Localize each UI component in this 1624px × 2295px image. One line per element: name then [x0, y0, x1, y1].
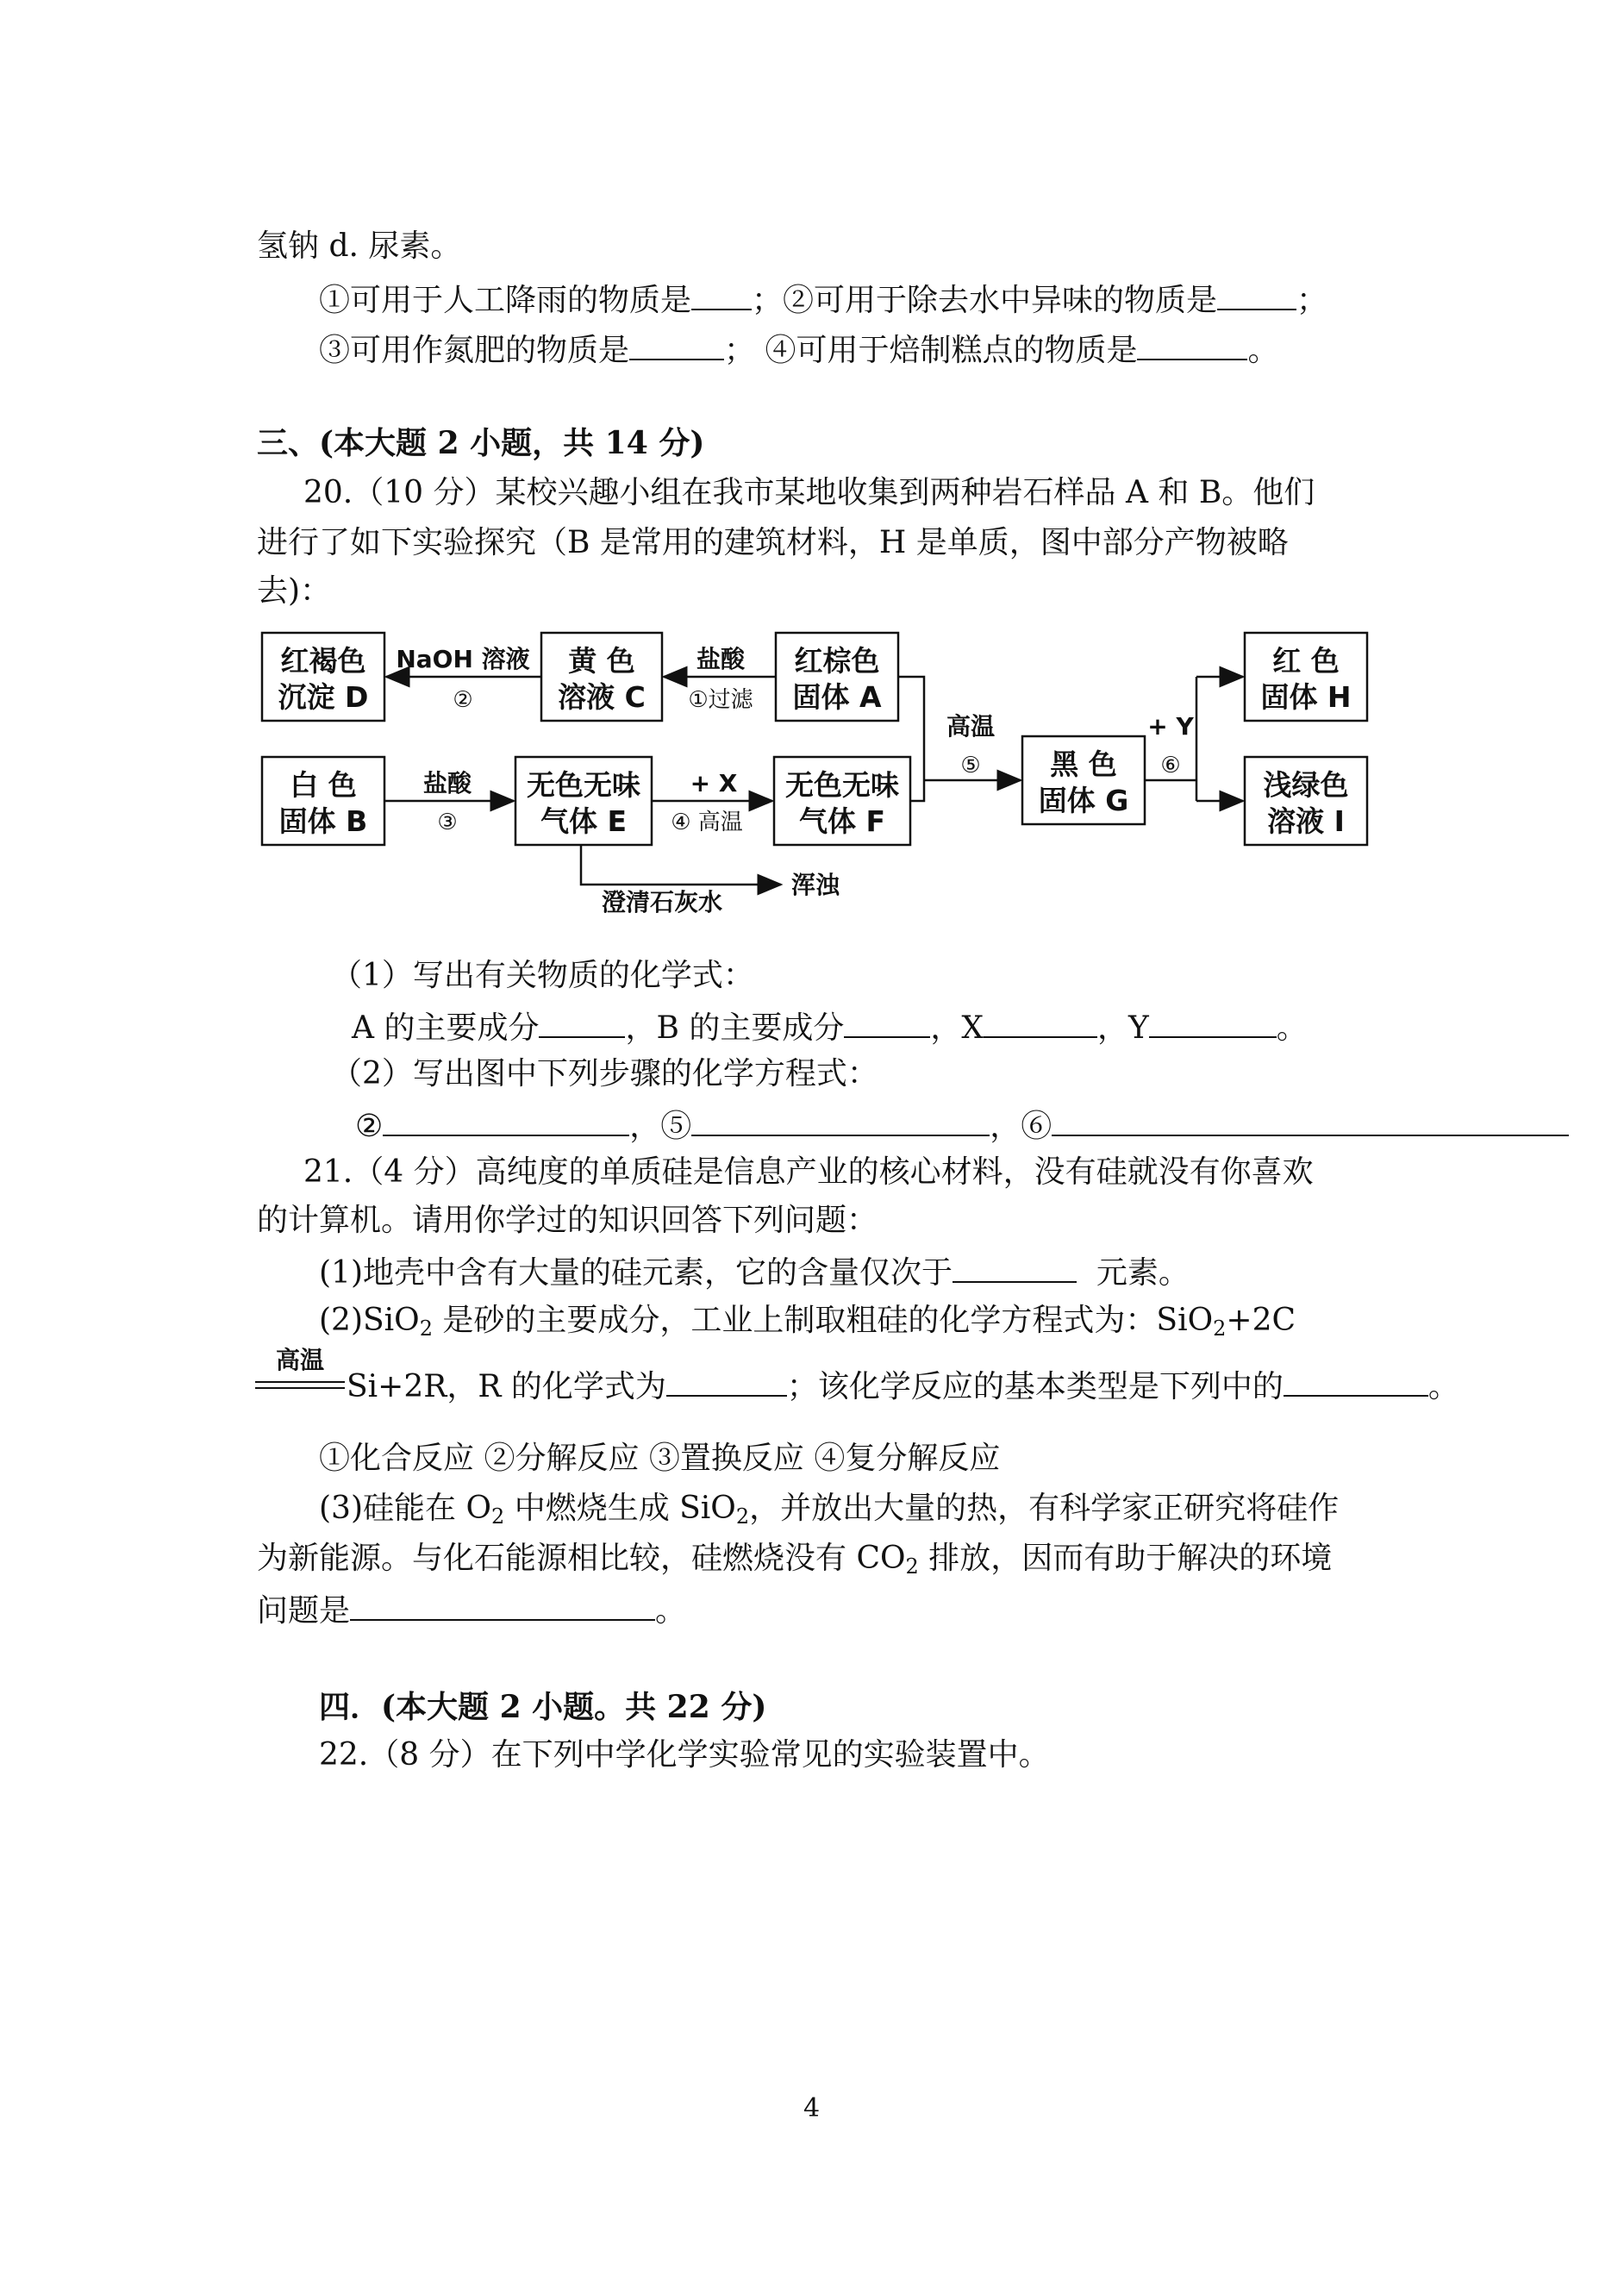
answer-blank[interactable]: [350, 1588, 655, 1621]
box-h-line2: 固体 H: [1260, 680, 1352, 714]
q21-sub-2-cont: Si+2R，R 的化学式为 ；该化学反应的基本类型是下列中的 。: [347, 1364, 1459, 1408]
q19-item-3: ③可用作氮肥的物质是: [319, 333, 630, 368]
q19-item-2: ；②可用于除去水中异味的物质是: [752, 283, 1218, 318]
reaction-condition: 高温: [275, 1346, 324, 1374]
answer-blank[interactable]: [1137, 328, 1247, 360]
box-d-line2: 沉淀 D: [278, 680, 369, 714]
q20-intro-3: 去)：: [257, 573, 332, 609]
q19-line-2: ①可用于人工降雨的物质是 ；②可用于除去水中异味的物质是 ；: [319, 278, 1327, 322]
box-c-line1: 黄 色: [568, 644, 635, 678]
label-step6: ⑥: [1160, 753, 1181, 779]
box-f-line1: 无色无味: [785, 768, 899, 802]
box-i-line2: 溶液 I: [1267, 804, 1345, 838]
label-limewater: 澄清石灰水: [601, 888, 723, 914]
answer-blank[interactable]: [666, 1364, 787, 1397]
answer-blank[interactable]: [539, 1005, 625, 1038]
box-e-line1: 无色无味: [527, 768, 640, 802]
box-h-line1: 红 色: [1272, 644, 1340, 678]
box-b-line2: 固体 B: [278, 804, 368, 838]
label-turbid: 浑浊: [790, 871, 840, 899]
label-step3: ③: [437, 810, 458, 835]
answer-blank[interactable]: [383, 1104, 629, 1136]
box-e-line2: 气体 E: [540, 804, 628, 838]
page-number: 4: [803, 2093, 821, 2123]
answer-blank[interactable]: [691, 1104, 990, 1136]
q20-intro-1: 20.（10 分）某校兴趣小组在我市某地收集到两种岩石样品 A 和 B。他们: [303, 475, 1315, 510]
q19-line-3: ③可用作氮肥的物质是 ； ④可用于焙制糕点的物质是 。: [319, 328, 1278, 372]
label-step1: ①过滤: [688, 687, 753, 713]
q21-sub-3-line-3: 问题是 。: [257, 1588, 686, 1632]
answer-blank[interactable]: [1217, 278, 1296, 310]
q21-sub-3: (3)硅能在 $O_2$ 中燃烧生成 SiO$_2$，并放出大量的热，有科学家正研究将硅作: [319, 1491, 1340, 1529]
q19-options-tail: 氢钠 d. 尿素。: [257, 228, 462, 264]
q19-item-1: ①可用于人工降雨的物质是: [319, 283, 692, 318]
q20-part-2-blanks: ② ，⑤ ，⑥: [355, 1104, 1569, 1148]
box-c-line2: 溶液 C: [558, 680, 646, 714]
q20-part-1: （1）写出有关物质的化学式：: [331, 958, 754, 993]
q19-item-4: ； ④可用于焙制糕点的物质是: [724, 333, 1138, 368]
label-naoh: NaOH 溶液: [396, 645, 530, 673]
label-gaowen: 高温: [946, 712, 996, 741]
box-a-line1: 红棕色: [794, 644, 880, 678]
equals-sign: [255, 1381, 345, 1389]
q21-intro-2: 的计算机。请用你学过的知识回答下列问题：: [257, 1203, 878, 1238]
q20-part-1-blanks: A 的主要成分 ，B 的主要成分 ，X ，Y 。: [352, 1005, 1308, 1049]
answer-blank[interactable]: [1052, 1104, 1569, 1136]
q22-intro: 22.（8 分）在下列中学化学实验常见的实验装置中。: [319, 1737, 1050, 1773]
q21-sub-2: (2)SiO$_2$ 是砂的主要成分，工业上制取粗硅的化学方程式为：SiO$_2$+2C: [319, 1303, 1296, 1341]
label-hcl-2: 盐酸: [422, 769, 472, 797]
q21-sub-1: (1)地壳中含有大量的硅元素，它的含量仅次于 元素。: [319, 1250, 1190, 1294]
box-d-line1: 红褐色: [280, 644, 366, 678]
label-step4: ④ 高温: [671, 810, 743, 835]
label-plus-x: + X: [690, 769, 738, 797]
answer-blank[interactable]: [953, 1250, 1077, 1283]
q20-intro-2: 进行了如下实验探究（B 是常用的建筑材料，H 是单质，图中部分产物被略: [257, 525, 1289, 560]
section-4-title: 四．(本大题 2 小题。共 22 分): [319, 1689, 767, 1725]
q21-intro-1: 21.（4 分）高纯度的单质硅是信息产业的核心材料，没有硅就没有你喜欢: [303, 1154, 1314, 1190]
label-hcl-1: 盐酸: [696, 645, 746, 673]
box-b-line1: 白 色: [290, 768, 357, 802]
box-g-line2: 固体 G: [1038, 784, 1129, 817]
answer-blank[interactable]: [844, 1005, 930, 1038]
answer-blank[interactable]: [1284, 1364, 1428, 1397]
label-step2: ②: [453, 687, 473, 713]
answer-blank[interactable]: [691, 278, 752, 310]
box-f-line2: 气体 F: [798, 804, 886, 838]
q21-sub-3-line-2: 为新能源。与化石能源相比较，硅燃烧没有 $CO_2$ 排放，因而有助于解决的环境: [257, 1541, 1333, 1579]
box-a-line2: 固体 A: [792, 680, 882, 714]
section-3-title: 三、(本大题 2 小题，共 14 分): [257, 425, 705, 461]
box-g-line1: 黑 色: [1050, 747, 1117, 781]
label-step5: ⑤: [960, 753, 981, 779]
label-plus-y: + Y: [1147, 712, 1194, 741]
answer-blank[interactable]: [984, 1005, 1097, 1038]
box-i-line1: 浅绿色: [1263, 768, 1349, 802]
answer-blank[interactable]: [1149, 1005, 1277, 1038]
answer-blank[interactable]: [629, 328, 724, 360]
q20-part-2: （2）写出图中下列步骤的化学方程式：: [331, 1056, 878, 1091]
q21-options: ①化合反应 ②分解反应 ③置换反应 ④复分解反应: [319, 1441, 1001, 1476]
q20-flow-diagram: [0, 621, 1624, 914]
